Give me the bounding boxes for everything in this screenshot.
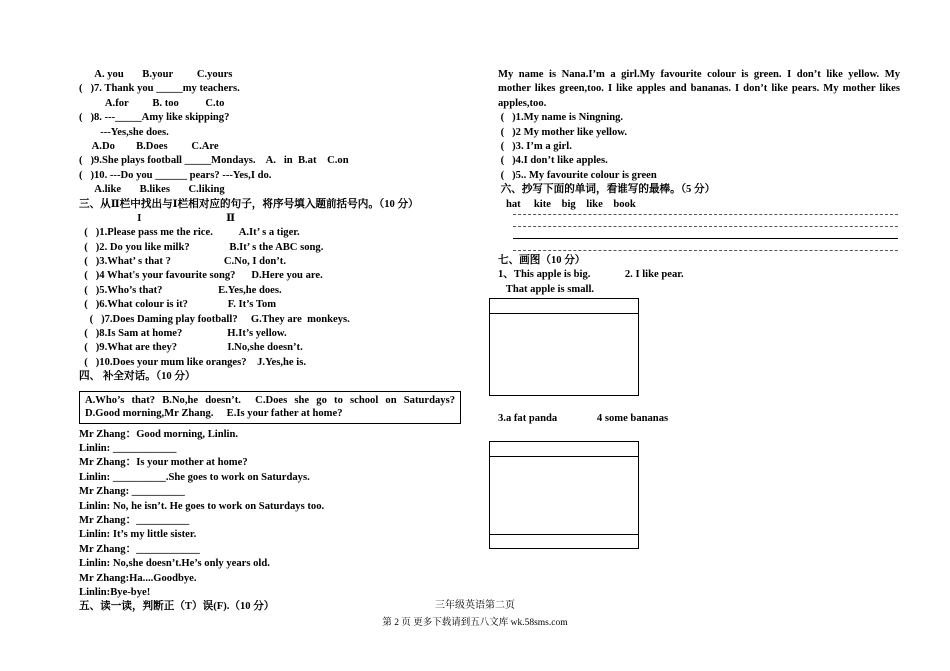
dialogue-line: Mr Zhang：Good morning, Linlin. bbox=[79, 428, 239, 440]
dialogue-line: Mr Zhang:Ha....Goodbye. bbox=[79, 572, 197, 584]
dialogue-options-box bbox=[79, 391, 461, 424]
dialogue-options-line: A.Who’s that? B.No,he doesn’t. C.Does she go to school on Saturdays? bbox=[85, 394, 455, 406]
drawing-box-divider bbox=[490, 456, 638, 457]
drawing-box-divider bbox=[490, 313, 638, 314]
drawing-box-2[interactable] bbox=[489, 441, 639, 549]
dialogue-line: Linlin: ____________ bbox=[79, 442, 177, 454]
judgment-item: ( )4.I don’t like apples. bbox=[498, 155, 608, 167]
dialogue-options-line: D.Good morning,Mr Zhang. E.Is your father at home? bbox=[85, 408, 343, 420]
page-label: 三年级英语第二页 bbox=[435, 600, 515, 611]
reading-passage-line: mother likes green,too. I like apples and bananas. I don’t like pears. My mother likes bbox=[498, 83, 900, 95]
drawing-prompt: That apple is small. bbox=[498, 283, 595, 295]
section-3-title: 三、从Ⅱ栏中找出与Ⅰ栏相对应的句子，将序号填入题前括号内。（10 分） bbox=[79, 198, 419, 210]
section-5-title: 五、读一读，判断正（T）误(F).（10 分） bbox=[79, 601, 275, 613]
matching-item: ( )1.Please pass me the rice. A.It’ s a tiger. bbox=[79, 227, 300, 239]
writing-line[interactable] bbox=[513, 214, 898, 215]
section-7-title: 七、画图（10 分） bbox=[498, 254, 586, 266]
judgment-item: ( )1.My name is Ningning. bbox=[498, 112, 624, 124]
question-line: A. you B.your C.yours bbox=[79, 69, 233, 80]
drawing-prompt-row-2 bbox=[498, 412, 898, 426]
matching-item: ( )8.Is Sam at home? H.It’s yellow. bbox=[79, 328, 287, 340]
matching-item: ( )2. Do you like milk? B.It’ s the ABC song. bbox=[79, 241, 324, 253]
dialogue-line: Linlin: __________.She goes to work on Saturdays. bbox=[79, 471, 310, 483]
judgment-item: ( )3. I’m a girl. bbox=[498, 140, 572, 152]
question-line: A.Do B.Does C.Are bbox=[79, 140, 219, 152]
dialogue-line: Mr Zhang：__________ bbox=[79, 514, 190, 526]
matching-item: ( )6.What colour is it? F. It’s Tom bbox=[79, 299, 277, 311]
section-6-title: 六、抄写下面的单词，看谁写的最棒。（5 分） bbox=[498, 184, 716, 196]
dialogue-line: Linlin: It’s my little sister. bbox=[79, 529, 197, 541]
judgment-item: ( )5.. My favourite colour is green bbox=[498, 169, 657, 181]
question-line: ( )7. Thank you _____my teachers. bbox=[79, 83, 240, 95]
download-note: 第 2 页 更多下载请到五八文库 wk.58sms.com bbox=[382, 618, 568, 628]
matching-item: ( )3.What’ s that ? C.No, I don’t. bbox=[79, 256, 286, 268]
matching-item: ( )4 What's your favourite song? D.Here you are. bbox=[79, 270, 323, 282]
dialogue-line: Linlin: No, he isn’t. He goes to work on Saturdays too. bbox=[79, 500, 325, 512]
reading-passage-line: My name is Nana.I’m a girl.My favourite colour is green. I don’t like yellow. My bbox=[498, 69, 900, 80]
matching-item: ( )10.Does your mum like oranges? J.Yes,he is. bbox=[79, 356, 306, 368]
question-line: A.like B.likes C.liking bbox=[79, 184, 225, 196]
writing-line[interactable] bbox=[513, 238, 898, 239]
copy-words: hat kite big like book bbox=[498, 198, 636, 210]
writing-line[interactable] bbox=[513, 250, 898, 251]
dialogue-line: Mr Zhang：Is your mother at home? bbox=[79, 457, 248, 469]
matching-item: ( )5.Who’s that? E.Yes,he does. bbox=[79, 284, 282, 296]
left-column bbox=[79, 68, 464, 615]
writing-line[interactable] bbox=[513, 226, 898, 227]
section-4-title: 四、 补全对话。（10 分） bbox=[79, 371, 196, 383]
dialogue-line: Mr Zhang: __________ bbox=[79, 486, 185, 498]
judgment-item: ( )2 My mother like yellow. bbox=[498, 126, 627, 138]
question-line: ( )9.She plays football _____Mondays. A. in B.at C.on bbox=[79, 155, 349, 167]
dialogue-line: Linlin: No,she doesn’t.He’s only years old. bbox=[79, 558, 270, 570]
section-3-column-headers: I Ⅱ bbox=[79, 212, 236, 224]
matching-item: ( )9.What are they? I.No,she doesn’t. bbox=[79, 342, 303, 354]
reading-passage-line: apples,too. bbox=[498, 97, 547, 109]
drawing-prompt: 3.a fat panda 4 some bananas bbox=[498, 413, 669, 424]
question-line: ---Yes,she does. bbox=[79, 126, 169, 138]
drawing-prompt: 1、This apple is big. 2. I like pear. bbox=[498, 269, 684, 281]
dialogue-line: Mr Zhang：____________ bbox=[79, 543, 200, 555]
drawing-box-divider bbox=[490, 534, 638, 535]
question-line: A.for B. too C.to bbox=[79, 97, 225, 109]
question-line: ( )8. ---_____Amy like skipping? bbox=[79, 112, 230, 124]
drawing-box-1[interactable] bbox=[489, 298, 639, 396]
right-column bbox=[498, 68, 900, 297]
matching-item: ( )7.Does Daming play football? G.They are monkeys. bbox=[79, 313, 350, 325]
dialogue-line: Linlin:Bye-bye! bbox=[79, 586, 151, 598]
question-line: ( )10. ---Do you ______ pears? ---Yes,I do. bbox=[79, 169, 272, 181]
